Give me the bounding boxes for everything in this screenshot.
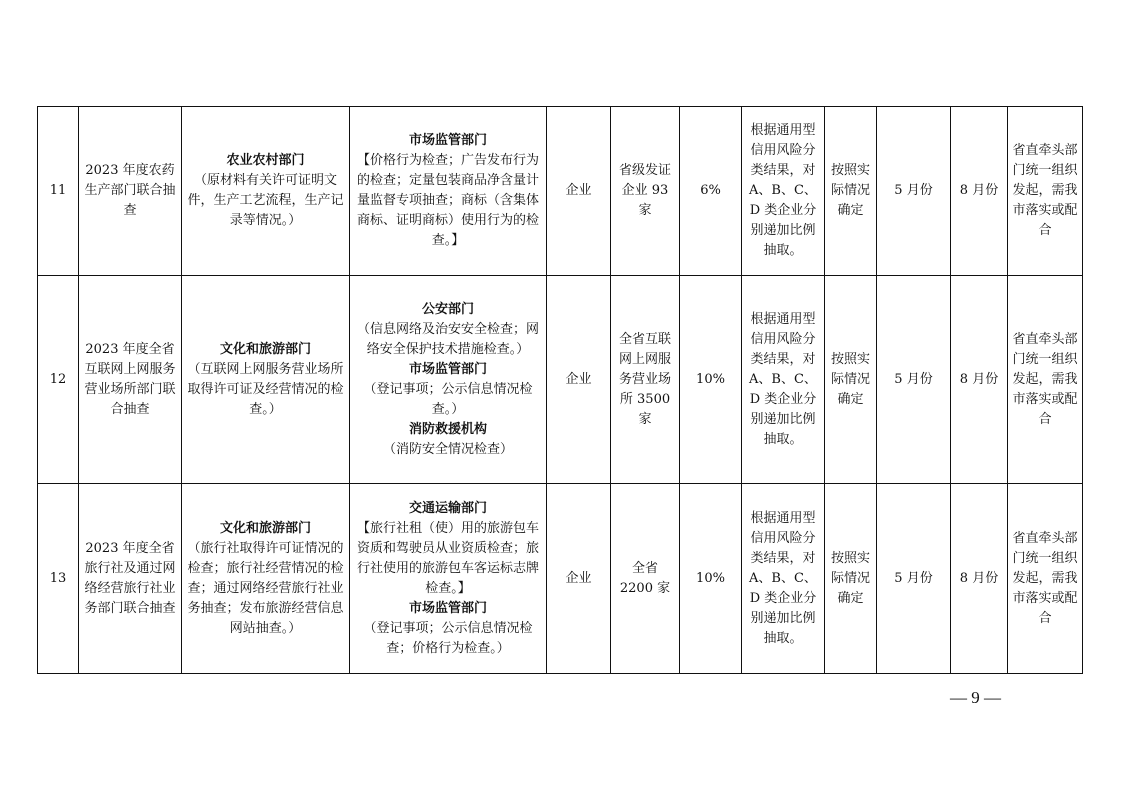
coop-inspection-items: （登记事项；公示信息情况检查；价格行为检查。） (363, 620, 533, 656)
end-month: 8 月份 (951, 107, 1008, 276)
coop-department: 交通运输部门 (408, 500, 487, 516)
lead-inspection-items: （原材料有关许可证明文件，生产工艺流程，生产记录等情况。） (187, 173, 344, 228)
lead-inspection-items: （旅行社取得许可证情况的检查；旅行社经营情况的检查；通过网络经营旅行社业务抽查；发布旅游经营信息网站抽查。） (187, 540, 344, 636)
sampling-count: 按照实际情况确定 (825, 107, 877, 276)
table-row (38, 484, 1083, 674)
inspection-scope: 全省互联网上网服务营业场所 3500 家 (611, 276, 680, 484)
cooperating-departments-cell (350, 276, 547, 484)
start-month: 5 月份 (877, 276, 951, 484)
table-row (38, 276, 1083, 484)
sampling-count: 按照实际情况确定 (825, 276, 877, 484)
task-name: 2023 年度农药生产部门联合抽查 (79, 107, 182, 276)
row-number: 11 (38, 107, 79, 276)
sampling-count: 按照实际情况确定 (825, 484, 877, 674)
table-row (38, 107, 1083, 276)
lead-inspection-items: （互联网上网服务营业场所取得许可证及经营情况的检查。） (187, 361, 344, 417)
end-month: 8 月份 (951, 484, 1008, 674)
inspection-object: 企业 (547, 276, 611, 484)
remarks: 省直牵头部门统一组织发起，需我市落实或配合 (1008, 276, 1083, 484)
row-number: 13 (38, 484, 79, 674)
sampling-method: 根据通用型信用风险分类结果，对 A、B、C、D 类企业分别递加比例抽取。 (742, 107, 825, 276)
remarks: 省直牵头部门统一组织发起，需我市落实或配合 (1008, 107, 1083, 276)
remarks: 省直牵头部门统一组织发起，需我市落实或配合 (1008, 484, 1083, 674)
sampling-method: 根据通用型信用风险分类结果，对 A、B、C、D 类企业分别递加比例抽取。 (742, 484, 825, 674)
inspection-table (37, 106, 1083, 674)
start-month: 5 月份 (877, 484, 951, 674)
inspection-object: 企业 (547, 107, 611, 276)
lead-department-cell (182, 484, 350, 674)
inspection-object: 企业 (547, 484, 611, 674)
coop-department: 公安部门 (421, 301, 474, 317)
coop-department: 市场监管部门 (408, 600, 487, 616)
page-number: — 9 — (950, 688, 1001, 707)
lead-department-cell (182, 276, 350, 484)
inspection-scope: 省级发证企业 93 家 (611, 107, 680, 276)
coop-inspection-items: （信息网络及治安安全检查；网络安全保护技术措施检查。） (356, 321, 539, 357)
coop-department: 市场监管部门 (408, 133, 487, 148)
coop-inspection-items: （登记事项；公示信息情况检查。） (363, 381, 533, 417)
lead-department: 文化和旅游部门 (219, 520, 311, 536)
sampling-ratio: 6% (680, 107, 742, 276)
task-name: 2023 年度全省旅行社及通过网络经营旅行社业务部门联合抽查 (79, 484, 182, 674)
cooperating-departments-cell (350, 484, 547, 674)
lead-department: 农业农村部门 (226, 153, 305, 168)
task-name: 2023 年度全省互联网上网服务营业场所部门联合抽查 (79, 276, 182, 484)
sampling-ratio: 10% (680, 484, 742, 674)
inspection-scope: 全省 2200 家 (611, 484, 680, 674)
row-number: 12 (38, 276, 79, 484)
coop-inspection-items: （消防安全情况检查） (382, 441, 513, 457)
coop-department: 市场监管部门 (408, 361, 487, 377)
cooperating-departments-cell (350, 107, 547, 276)
coop-inspection-items: 【价格行为检查；广告发布行为的检查；定量包装商品净含量计量监督专项抽查；商标（含集体商标、证明商标）使用行为的检查。】 (356, 153, 539, 248)
start-month: 5 月份 (877, 107, 951, 276)
coop-department: 消防救援机构 (408, 421, 487, 437)
lead-department-cell (182, 107, 350, 276)
sampling-ratio: 10% (680, 276, 742, 484)
coop-inspection-items: 【旅行社租（使）用的旅游包车资质和驾驶员从业资质检查；旅行社使用的旅游包车客运标志牌检查。】 (356, 520, 539, 596)
lead-department: 文化和旅游部门 (219, 341, 311, 357)
sampling-method: 根据通用型信用风险分类结果，对 A、B、C、D 类企业分别递加比例抽取。 (742, 276, 825, 484)
end-month: 8 月份 (951, 276, 1008, 484)
